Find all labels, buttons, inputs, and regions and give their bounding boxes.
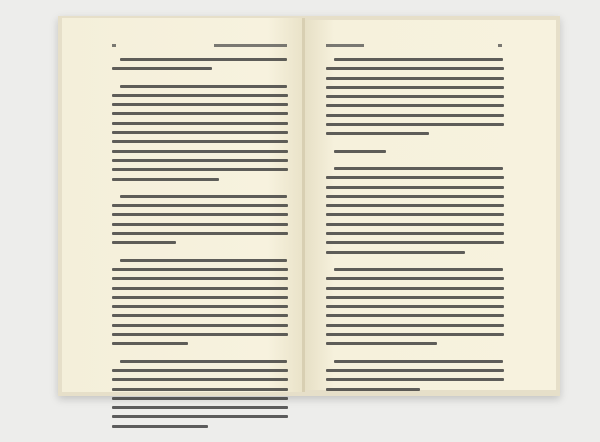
text-line	[112, 150, 288, 153]
text-line	[112, 122, 288, 125]
text-line	[112, 324, 288, 327]
text-line	[326, 204, 504, 207]
text-line	[112, 232, 288, 235]
text-line	[112, 131, 288, 134]
right-page	[304, 20, 556, 390]
text-line	[112, 397, 288, 400]
text-line	[112, 388, 288, 391]
text-line	[112, 305, 288, 308]
text-line	[326, 77, 504, 80]
text-line	[326, 296, 504, 299]
left-page	[62, 18, 304, 392]
text-line	[326, 378, 504, 381]
text-line	[326, 232, 504, 235]
left-running-head	[214, 44, 287, 47]
text-line	[326, 369, 504, 372]
text-line	[112, 277, 288, 280]
text-line	[334, 268, 503, 271]
left-text-block	[112, 58, 288, 442]
text-line	[326, 132, 429, 135]
text-line	[120, 85, 287, 88]
text-line	[326, 67, 504, 70]
text-line	[326, 305, 504, 308]
text-line	[112, 241, 176, 244]
text-line	[112, 287, 288, 290]
text-line	[112, 406, 288, 409]
text-line	[120, 360, 287, 363]
text-line	[112, 268, 288, 271]
text-line	[112, 378, 288, 381]
right-page-number	[498, 44, 502, 47]
text-line	[326, 277, 504, 280]
text-line	[326, 114, 504, 117]
left-page-number	[112, 44, 116, 47]
text-line	[326, 213, 504, 216]
right-running-head	[326, 44, 364, 47]
text-line	[326, 251, 465, 254]
text-line	[326, 186, 504, 189]
text-line	[112, 103, 288, 106]
text-line	[112, 333, 288, 336]
text-line	[112, 342, 188, 345]
text-line	[334, 150, 386, 153]
text-line	[326, 195, 504, 198]
right-text-block	[326, 58, 504, 405]
text-line	[112, 223, 288, 226]
text-line	[334, 58, 503, 61]
text-line	[326, 324, 504, 327]
text-line	[112, 314, 288, 317]
text-line	[326, 104, 504, 107]
text-line	[326, 176, 504, 179]
text-line	[112, 213, 288, 216]
text-line	[112, 369, 288, 372]
text-line	[120, 195, 287, 198]
text-line	[112, 159, 288, 162]
text-line	[120, 58, 287, 61]
text-line	[112, 140, 288, 143]
text-line	[326, 95, 504, 98]
book-gutter	[302, 18, 305, 392]
text-line	[326, 287, 504, 290]
text-line	[112, 178, 219, 181]
text-line	[326, 333, 504, 336]
text-line	[112, 94, 288, 97]
text-line	[326, 342, 437, 345]
text-line	[334, 360, 503, 363]
text-line	[334, 167, 503, 170]
text-line	[326, 241, 504, 244]
text-line	[326, 388, 420, 391]
text-line	[326, 86, 504, 89]
text-line	[112, 168, 288, 171]
text-line	[326, 123, 504, 126]
text-line	[112, 112, 288, 115]
text-line	[326, 223, 504, 226]
text-line	[120, 259, 287, 262]
text-line	[112, 67, 212, 70]
text-line	[112, 296, 288, 299]
text-line	[112, 204, 288, 207]
text-line	[326, 314, 504, 317]
text-line	[112, 415, 288, 418]
text-line	[112, 425, 208, 428]
